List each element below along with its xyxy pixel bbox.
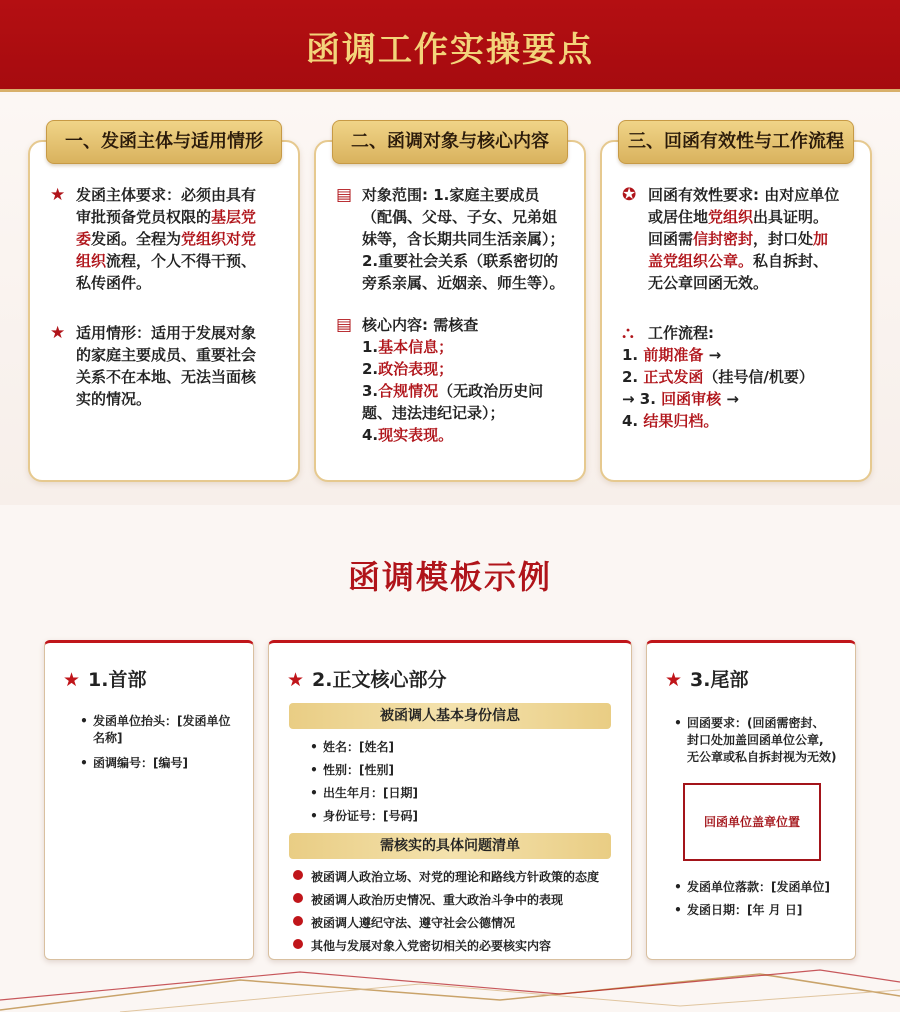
field-text: 性别：[性别]: [323, 763, 394, 777]
card-title-text: 3.尾部: [690, 669, 749, 691]
seal-box: 回函单位盖章位置: [683, 783, 821, 861]
check-text: 其他与发展对象入党密切相关的必要核实内容: [311, 939, 552, 953]
list-item: • 回函要求：(回函需密封、: [674, 716, 825, 730]
highlight-text: 结果归档。: [643, 412, 719, 430]
check-text: 被函调人政治历史情况、重大政治斗争中的表现: [311, 893, 564, 907]
list-item: [336, 314, 570, 446]
field-text: 出生年月：[日期]: [323, 786, 418, 800]
list-item: [50, 322, 284, 410]
page-title: 函调工作实操要点: [306, 30, 594, 70]
list-item: • 函调编号：[编号]: [80, 756, 188, 770]
text-span: 4.: [362, 426, 379, 444]
bullet-dot-icon: [293, 939, 303, 949]
card-title-text: 1.首部: [88, 669, 147, 691]
flow-icon: ⛬: [622, 323, 634, 343]
decorative-footer-lines: [0, 960, 900, 1012]
list-item: • 姓名：[姓名]: [310, 740, 394, 754]
bullet-text: 函调编号：[编号]: [93, 756, 188, 770]
card-title: [63, 665, 147, 692]
list-item: [622, 322, 856, 432]
section-bar: 需核实的具体问题清单: [289, 833, 611, 859]
text-line: 实的情况。: [76, 390, 152, 408]
header-banner: [0, 0, 900, 92]
card-reply: [600, 131, 872, 482]
highlight-text: 委: [76, 230, 92, 248]
card-title: 三、回函有效性与工作流程: [618, 120, 854, 164]
text-span: ，封口处: [753, 230, 814, 248]
card-targets: [314, 131, 586, 482]
section-bar: 被函调人基本身份信息: [289, 703, 611, 729]
text-line: 无公章回函无效。: [648, 274, 769, 292]
bullet-text: 发函单位落款：[发函单位]: [687, 880, 830, 894]
star-icon: ★: [50, 185, 66, 205]
card-issuer: [28, 131, 300, 482]
list-item: [622, 184, 856, 294]
text-span: →: [721, 390, 739, 408]
text-span: （挂号信/机要）: [703, 368, 814, 386]
text-span: 私自拆封、: [753, 252, 829, 270]
star-icon: ★: [665, 669, 683, 691]
star-icon: ★: [50, 323, 66, 343]
highlight-text: 盖党组织公章。: [648, 252, 754, 270]
list-item: [293, 938, 625, 955]
card-title: [665, 665, 749, 692]
text-line: 发函主体要求：必须由具有: [76, 186, 257, 204]
highlight-text: 现实表现。: [378, 426, 454, 444]
bullet-dot-icon: [293, 893, 303, 903]
text-line: 旁系亲属、近姻亲、师生等）。: [362, 274, 565, 292]
list-item: [336, 184, 570, 294]
text-line: 关系不在本地、无法当面核: [76, 368, 257, 386]
star-icon: ★: [63, 669, 81, 691]
highlight-text: 信封密封: [693, 230, 754, 248]
text-line: 题、违法违纪记录）；: [362, 404, 505, 422]
text-span: 4.: [622, 412, 644, 430]
text-line: 回函有效性要求: 由对应单位: [648, 186, 840, 204]
text-span: 发函。全程为: [91, 230, 182, 248]
text-span: 出具证明。: [753, 208, 829, 226]
text-line: 核心内容: 需核查: [362, 316, 479, 334]
text-line: 2.重要社会关系（联系密切的: [362, 252, 559, 270]
highlight-text: 党组织: [708, 208, 754, 226]
medal-icon: ✪: [622, 185, 637, 205]
text-span: 流程，个人不得干预、: [106, 252, 257, 270]
highlight-text: 党组织对党: [181, 230, 257, 248]
list-item: [293, 915, 625, 932]
card-title: 一、发函主体与适用情形: [46, 120, 282, 164]
card-title: [287, 665, 447, 692]
highlight-text: 政治表现；: [378, 360, 454, 378]
text-line: 适用情形：适用于发展对象: [76, 324, 257, 342]
highlight-text: 组织: [76, 252, 107, 270]
text-span: 或居住地: [648, 208, 709, 226]
text-line: 私传函件。: [76, 274, 152, 292]
list-item: [687, 732, 851, 749]
text-span: 1.: [622, 346, 644, 364]
text-span: → 3.: [622, 390, 662, 408]
list-item: [293, 892, 625, 909]
text-span: →: [703, 346, 722, 364]
text-span: 2.: [622, 368, 644, 386]
text-line: 对象范围: 1.家庭主要成员: [362, 186, 540, 204]
list-item: • 发函单位落款：[发函单位]: [674, 880, 830, 894]
bullet-text: 名称]: [93, 731, 123, 745]
bullet-text: 无公章或私自拆封视为无效): [687, 750, 837, 764]
text-line: 的家庭主要成员、重要社会: [76, 346, 257, 364]
list-item: [50, 184, 284, 294]
bullet-dot-icon: [293, 916, 303, 926]
list-item: • 出生年月：[日期]: [310, 786, 418, 800]
list-item: • 性别：[性别]: [310, 763, 394, 777]
list-item: [93, 730, 243, 747]
text-line: 妹等，含长期共同生活亲属）；: [362, 230, 565, 248]
list-item: • 发函单位抬头：[发函单位: [80, 714, 231, 728]
template-body-card: [268, 640, 632, 960]
list-item: • 身份证号：[号码]: [310, 809, 418, 823]
highlight-text: 正式发函: [643, 368, 704, 386]
text-span: （无政治历史问: [438, 382, 544, 400]
bullet-text: 封口处加盖回函单位公章,: [687, 733, 824, 747]
list-item: [687, 749, 851, 766]
text-span: 审批预备党员权限的: [76, 208, 212, 226]
text-span: 2.: [362, 360, 379, 378]
check-text: 被函调人政治立场、对党的理论和路线方针政策的态度: [311, 870, 600, 884]
star-icon: ★: [287, 669, 305, 691]
bullet-text: 发函日期：[年 月 日]: [687, 903, 803, 917]
template-tail-card: [646, 640, 856, 960]
text-span: 3.: [362, 382, 379, 400]
field-text: 姓名：[姓名]: [323, 740, 394, 754]
list-item: [293, 869, 625, 886]
highlight-text: 加: [813, 230, 829, 248]
section-title: 函调模板示例: [347, 558, 552, 596]
list-item: • 发函日期：[年 月 日]: [674, 903, 803, 917]
field-text: 身份证号：[号码]: [323, 809, 418, 823]
bullet-dot-icon: [293, 870, 303, 880]
highlight-text: 前期准备: [643, 346, 704, 364]
text-span: 1.: [362, 338, 379, 356]
highlight-text: 基层党: [211, 208, 257, 226]
document-icon: ▤: [336, 315, 353, 335]
bullet-text: 回函要求：(回函需密封、: [687, 716, 825, 730]
highlight-text: 基本信息；: [378, 338, 454, 356]
document-icon: ▤: [336, 185, 353, 205]
card-title: 二、函调对象与核心内容: [332, 120, 568, 164]
bullet-text: 发函单位抬头：[发函单位: [93, 714, 231, 728]
text-span: 回函需: [648, 230, 694, 248]
card-title-text: 2.正文核心部分: [312, 669, 447, 691]
text-line: （配偶、父母、子女、兄弟姐: [362, 208, 558, 226]
text-line: 工作流程:: [648, 324, 714, 342]
highlight-text: 合规情况: [378, 382, 439, 400]
highlight-text: 回函审核: [661, 390, 722, 408]
template-head-card: [44, 640, 254, 960]
check-text: 被函调人遵纪守法、遵守社会公德情况: [311, 916, 516, 930]
